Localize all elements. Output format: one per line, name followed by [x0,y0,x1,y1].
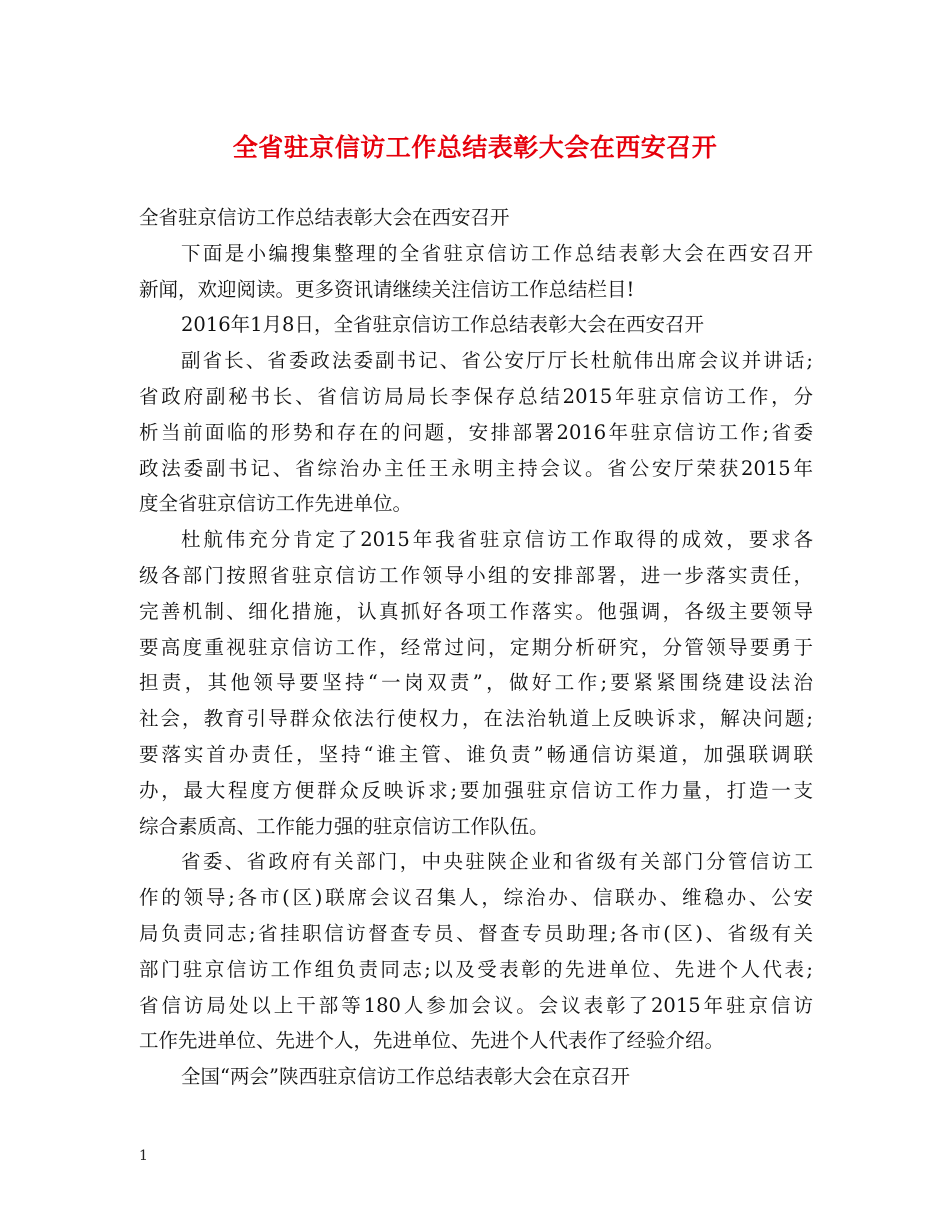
body-line: 部门驻京信访工作组负责同志;以及受表彰的先进单位、先进个人代表; [139,957,813,981]
body-line: 全国“两会”陕西驻京信访工作总结表彰大会在京召开 [181,1065,630,1089]
body-line: 办，最大程度方便群众反映诉求;要加强驻京信访工作力量，打造一支 [139,778,813,802]
document-title: 全省驻京信访工作总结表彰大会在西安召开 [232,133,718,162]
body-line: 省政府副秘书长、省信访局局长李保存总结2015年驻京信访工作，分 [139,384,813,408]
body-line: 担责，其他领导要坚持“一岗双责”，做好工作;要紧紧围绕建设法治 [139,671,813,695]
body-line: 要高度重视驻京信访工作，经常过问，定期分析研究，分管领导要勇于 [139,635,813,659]
body-line: 度全省驻京信访工作先进单位。 [139,492,413,516]
body-line: 省委、省政府有关部门，中央驻陕企业和省级有关部门分管信访工 [181,850,813,874]
body-line: 局负责同志;省挂职信访督查专员、督查专员助理;各市(区)、省级有关 [139,921,813,945]
body-line: 省信访局处以上干部等180人参加会议。会议表彰了2015年驻京信访 [139,993,813,1017]
body-line: 社会，教育引导群众依法行使权力，在法治轨道上反映诉求，解决问题; [139,707,813,731]
body-line: 作的领导;各市(区)联席会议召集人，综治办、信联办、维稳办、公安 [139,886,813,910]
page-number: 1 [139,1148,148,1164]
body-line: 完善机制、细化措施，认真抓好各项工作落实。他强调，各级主要领导 [139,599,813,623]
body-line: 综合素质高、工作能力强的驻京信访工作队伍。 [139,814,549,838]
body-line: 副省长、省委政法委副书记、省公安厅厅长杜航伟出席会议并讲话; [181,349,813,373]
body-line: 析当前面临的形势和存在的问题，安排部署2016年驻京信访工作;省委 [139,420,813,444]
body-line: 级各部门按照省驻京信访工作领导小组的安排部署，进一步落实责任， [139,563,813,587]
body-line: 政法委副书记、省综治办主任王永明主持会议。省公安厅荣获2015年 [139,456,813,480]
body-line: 2016年1月8日，全省驻京信访工作总结表彰大会在西安召开 [181,313,704,337]
body-line: 杜航伟充分肯定了2015年我省驻京信访工作取得的成效，要求各 [181,528,813,552]
body-line: 全省驻京信访工作总结表彰大会在西安召开 [139,206,510,229]
body-line: 工作先进单位、先进个人，先进单位、先进个人代表作了经验介绍。 [139,1029,725,1053]
body-line: 要落实首办责任，坚持“谁主管、谁负责”畅通信访渠道，加强联调联 [139,742,813,766]
body-line: 新闻，欢迎阅读。更多资讯请继续关注信访工作总结栏目! [139,277,635,301]
body-line: 下面是小编搜集整理的全省驻京信访工作总结表彰大会在西安召开 [181,241,813,265]
document-body [139,200,813,1095]
